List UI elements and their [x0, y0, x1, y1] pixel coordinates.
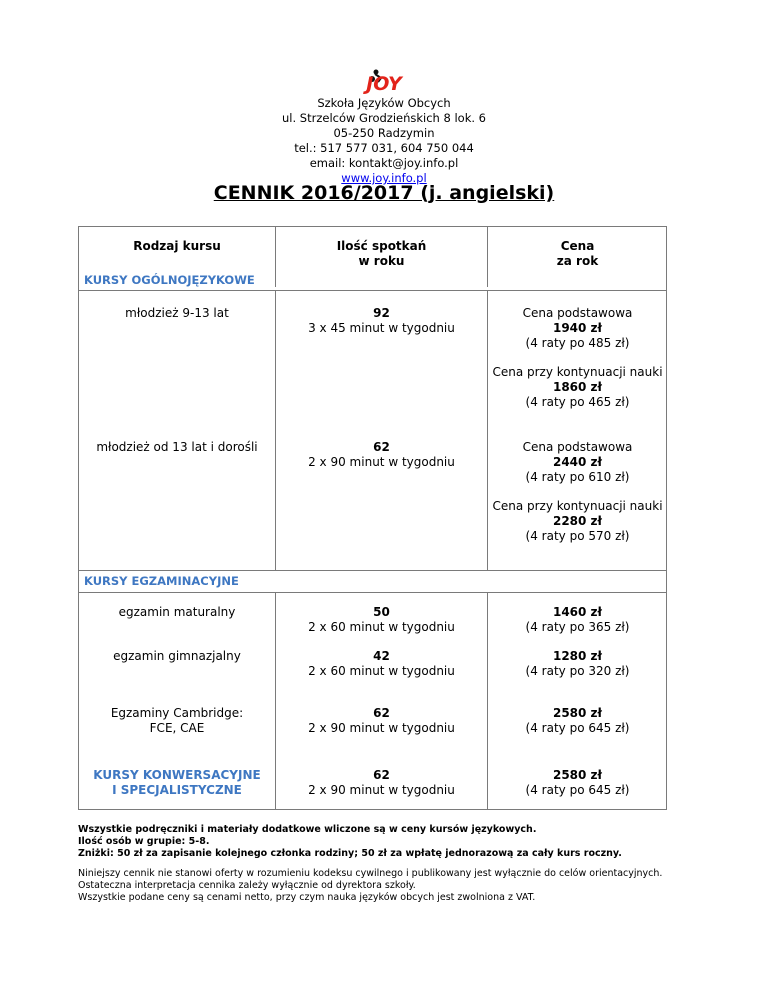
row-matura-price: [489, 605, 666, 635]
price-continuation-label: Cena przy kontynuacji nauki: [492, 499, 663, 513]
price-continuation-value: 2280 zł: [552, 514, 602, 528]
price-continuation-label: Cena przy kontynuacji nauki: [492, 365, 663, 379]
school-phone: tel.: 517 577 031, 604 750 044: [294, 141, 474, 155]
meetings-schedule: 2 x 90 minut w tygodniu: [308, 721, 455, 735]
row-gimn-name: [80, 649, 274, 664]
column-header-price: [489, 239, 666, 269]
column-header-meetings: [277, 239, 486, 269]
table-divider: [275, 226, 276, 287]
column-header-meetings-line2: w roku: [358, 254, 405, 268]
meetings-schedule: 2 x 90 minut w tygodniu: [308, 783, 455, 797]
row-cambridge-price: [489, 706, 666, 736]
course-name-line1: Egzaminy Cambridge:: [110, 706, 244, 720]
column-header-course-label: Rodzaj kursu: [133, 239, 221, 253]
price-installments: (4 raty po 365 zł): [525, 620, 630, 634]
column-header-price-line2: za rok: [556, 254, 599, 268]
school-contact: [184, 96, 584, 186]
row-adults-meetings: [277, 440, 486, 470]
school-website-link[interactable]: www.joy.info.pl: [341, 171, 427, 185]
row-matura-name: [80, 605, 274, 620]
school-postal-city: 05-250 Radzymin: [333, 126, 435, 140]
row-adults-price: [489, 440, 666, 544]
row-youth-price: [489, 306, 666, 410]
table-divider: [487, 226, 488, 287]
course-name-line2: I SPECJALISTYCZNE: [112, 783, 242, 797]
row-gimn-price: [489, 649, 666, 679]
row-cambridge-name: [80, 706, 274, 736]
row-youth-meetings: [277, 306, 486, 336]
page-title: CENNIK 2016/2017 (j. angielski): [213, 182, 555, 204]
course-name-line2: FCE, CAE: [149, 721, 205, 735]
row-youth-name: [80, 306, 274, 321]
table-divider: [487, 290, 488, 570]
table-divider: [487, 592, 488, 810]
note-interpretation: Ostateczna interpretacja cennika zależy wyłącznie od dyrektora szkoły.: [78, 880, 416, 891]
section-general-courses: KURSY OGÓLNOJĘZYKOWE: [84, 273, 255, 287]
price-basic-value: 2440 zł: [552, 455, 602, 469]
meetings-schedule: 2 x 60 minut w tygodniu: [308, 620, 455, 634]
meetings-count: 92: [373, 306, 390, 320]
note-textbooks: Wszystkie podręczniki i materiały dodatkowe wliczone są w ceny kursów językowych.: [78, 824, 537, 835]
meetings-schedule: 2 x 90 minut w tygodniu: [308, 455, 455, 469]
table-divider: [78, 290, 667, 291]
school-name: Szkoła Języków Obcych: [317, 96, 451, 110]
meetings-schedule: 2 x 60 minut w tygodniu: [308, 664, 455, 678]
table-divider: [78, 592, 667, 593]
price-basic-installments: (4 raty po 610 zł): [525, 470, 630, 484]
meetings-count: 62: [373, 440, 390, 454]
logo-text: JOY: [366, 73, 402, 95]
course-name: egzamin maturalny: [118, 605, 236, 619]
column-header-course: [80, 239, 274, 254]
course-name: egzamin gimnazjalny: [113, 649, 241, 663]
table-divider: [78, 570, 667, 571]
school-email: email: kontakt@joy.info.pl: [309, 156, 459, 170]
section-exam-courses: KURSY EGZAMINACYJNE: [84, 574, 239, 588]
meetings-count: 50: [373, 605, 390, 619]
note-disclaimer: Niniejszy cennik nie stanowi oferty w rozumieniu kodeksu cywilnego i publikowany jest wyłącznie do celów orientacyjnych.: [78, 868, 663, 879]
row-conversation-name: [80, 768, 274, 798]
meetings-count: 62: [373, 768, 390, 782]
price-installments: (4 raty po 645 zł): [525, 721, 630, 735]
price-installments: (4 raty po 320 zł): [525, 664, 630, 678]
row-adults-name: [80, 440, 274, 455]
table-divider: [275, 290, 276, 570]
price-continuation-installments: (4 raty po 465 zł): [525, 395, 630, 409]
joy-logo: [358, 68, 410, 98]
table-divider: [275, 592, 276, 810]
row-matura-meetings: [277, 605, 486, 635]
price-continuation-value: 1860 zł: [552, 380, 602, 394]
note-vat: Wszystkie podane ceny są cenami netto, przy czym nauka języków obcych jest zwolniona z VAT.: [78, 892, 536, 903]
row-cambridge-meetings: [277, 706, 486, 736]
price-installments: (4 raty po 645 zł): [525, 783, 630, 797]
course-name: młodzież 9-13 lat: [125, 306, 229, 320]
price-basic-installments: (4 raty po 485 zł): [525, 336, 630, 350]
note-group-size: Ilość osób w grupie: 5-8.: [78, 836, 210, 847]
price-value: 1460 zł: [552, 605, 602, 619]
course-name-line1: KURSY KONWERSACYJNE: [93, 768, 261, 782]
price-basic-value: 1940 zł: [552, 321, 602, 335]
price-basic-label: Cena podstawowa: [522, 440, 633, 454]
row-conversation-price: [489, 768, 666, 798]
price-value: 2580 zł: [552, 706, 602, 720]
price-basic-label: Cena podstawowa: [522, 306, 633, 320]
price-value: 2580 zł: [552, 768, 602, 782]
course-name: młodzież od 13 lat i dorośli: [96, 440, 258, 454]
price-value: 1280 zł: [552, 649, 602, 663]
meetings-count: 42: [373, 649, 390, 663]
price-continuation-installments: (4 raty po 570 zł): [525, 529, 630, 543]
row-gimn-meetings: [277, 649, 486, 679]
school-address: ul. Strzelców Grodzieńskich 8 lok. 6: [282, 111, 486, 125]
meetings-schedule: 3 x 45 minut w tygodniu: [308, 321, 455, 335]
column-header-price-line1: Cena: [560, 239, 595, 253]
note-discounts: Zniżki: 50 zł za zapisanie kolejnego członka rodziny; 50 zł za wpłatę jednorazową za cały kurs roczny.: [78, 848, 622, 859]
column-header-meetings-line1: Ilość spotkań: [336, 239, 427, 253]
row-conversation-meetings: [277, 768, 486, 798]
meetings-count: 62: [373, 706, 390, 720]
